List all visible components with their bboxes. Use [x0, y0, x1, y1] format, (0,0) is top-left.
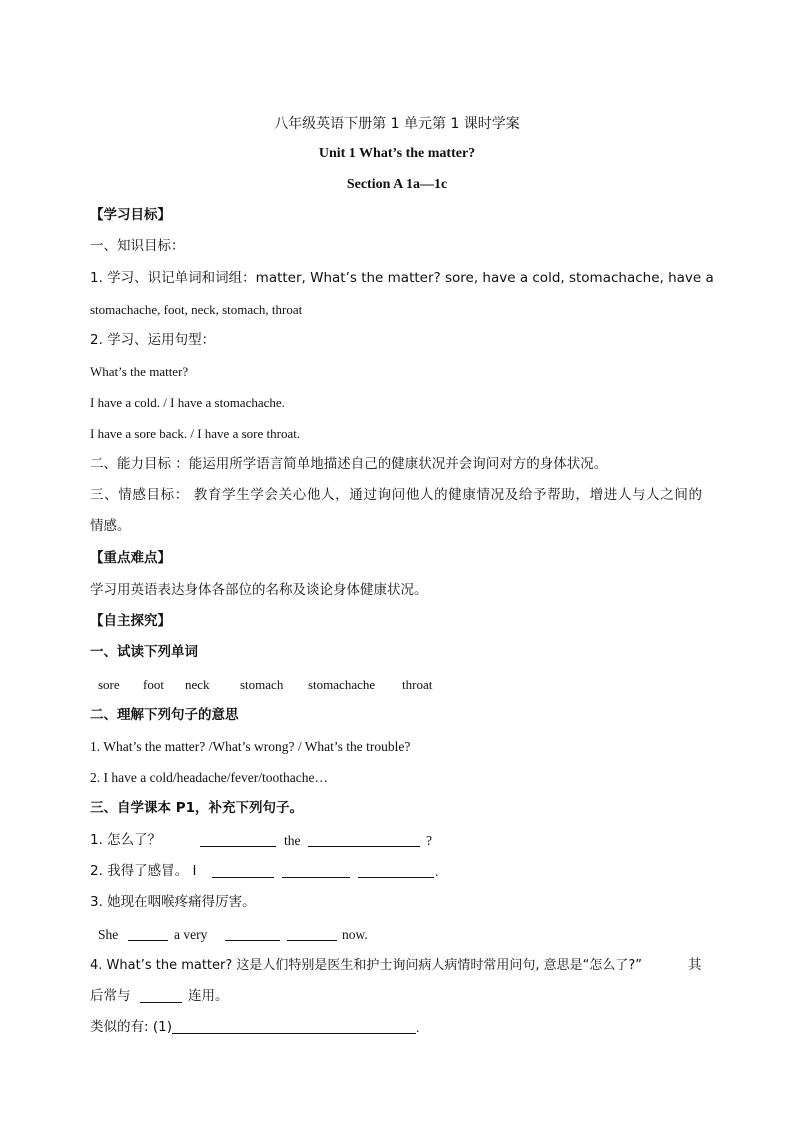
self-study-heading: 三、自学课本 P1，补充下列句子。	[90, 800, 303, 816]
document-title: 八年级英语下册第 1 单元第 1 课时学案	[274, 116, 520, 132]
word-item: throat	[402, 677, 433, 692]
sentence-pattern-2: I have a cold. / I have a stomachache.	[90, 395, 285, 410]
ability-objective: 二、能力目标 ：能运用所学语言简单地描述自己的健康状况并会询问对方的身体状况。	[90, 456, 608, 472]
read-words-heading: 一、试读下列单词	[90, 644, 198, 660]
explore-heading: 【自主探究】	[90, 613, 171, 629]
objectives-heading: 【学习目标】	[90, 207, 171, 223]
word-item: neck	[185, 677, 210, 692]
word-item: foot	[143, 677, 164, 692]
word-item: stomachache	[308, 677, 376, 692]
question-4-line1-end: 其	[688, 957, 702, 973]
example-sentence-2: 2. I have a cold/headache/fever/toothache…	[90, 770, 329, 785]
example-sentence-1: 1. What’s the matter? /What’s wrong? / What’s the trouble?	[90, 739, 411, 754]
answer-blank[interactable]	[200, 834, 276, 847]
answer-blank[interactable]	[172, 1021, 416, 1034]
section-title: Section A 1a—1c	[346, 177, 448, 192]
answer-blank[interactable]	[308, 834, 420, 847]
word-item: stomach	[240, 677, 284, 692]
question-3-now: now.	[342, 927, 368, 942]
key-points-text: 学习用英语表达身体各部位的名称及谈论身体健康状况。	[90, 582, 428, 598]
answer-blank[interactable]	[128, 928, 168, 941]
similar-expressions-prefix: 类似的有: (1)	[90, 1019, 172, 1035]
emotion-objective-line1: 三、情感目标： 教育学生学会关心他人，通过询问他人的健康情况及给予帮助，增进人与人之间的	[90, 487, 702, 503]
question-1-end: ?	[426, 833, 432, 848]
answer-blank[interactable]	[358, 865, 434, 878]
question-4-line2-suffix: 连用。	[188, 988, 229, 1004]
key-points-heading: 【重点难点】	[90, 550, 171, 566]
answer-blank[interactable]	[287, 928, 337, 941]
sentence-pattern-heading: 2. 学习、运用句型：	[90, 332, 216, 348]
question-2-prompt: 2. 我得了感冒。 I	[90, 863, 197, 879]
answer-blank[interactable]	[225, 928, 280, 941]
vocabulary-item-line1: 1. 学习、识记单词和词组：matter, What’s the matter? sore, have a cold, stomachache, have a	[90, 270, 714, 286]
question-1	[90, 834, 161, 848]
emotion-objective-line2: 情感。	[90, 518, 131, 534]
question-4-line2-prefix: 后常与	[90, 988, 131, 1004]
unit-title: Unit 1 What’s the matter?	[318, 146, 476, 161]
knowledge-objective-heading: 一、知识目标：	[90, 238, 185, 254]
sentence-pattern-3: I have a sore back. / I have a sore throat.	[90, 426, 301, 441]
word-item: sore	[98, 677, 120, 692]
question-1-prompt: 1. 怎么了？	[90, 832, 162, 848]
question-2-end: .	[435, 864, 439, 879]
similar-expressions-end: .	[416, 1020, 420, 1035]
understand-sentences-heading: 二、理解下列句子的意思	[90, 707, 239, 723]
question-3-she: She	[98, 927, 119, 942]
question-3-a-very: a very	[174, 927, 208, 942]
question-3-prompt: 3. 她现在咽喉疼痛得厉害。	[90, 894, 256, 910]
answer-blank[interactable]	[212, 865, 274, 878]
answer-blank[interactable]	[140, 990, 182, 1003]
vocabulary-item-line2: stomachache, foot, neck, stomach, throat	[90, 302, 303, 317]
sentence-pattern-1: What’s the matter?	[90, 364, 189, 379]
question-4-line1: 4. What’s the matter? 这是人们特别是医生和护士询问病人病情时常用问句, 意思是“怎么了?”	[90, 958, 643, 973]
word-list	[0, 678, 794, 694]
answer-blank[interactable]	[282, 865, 350, 878]
question-1-the: the	[284, 833, 301, 848]
